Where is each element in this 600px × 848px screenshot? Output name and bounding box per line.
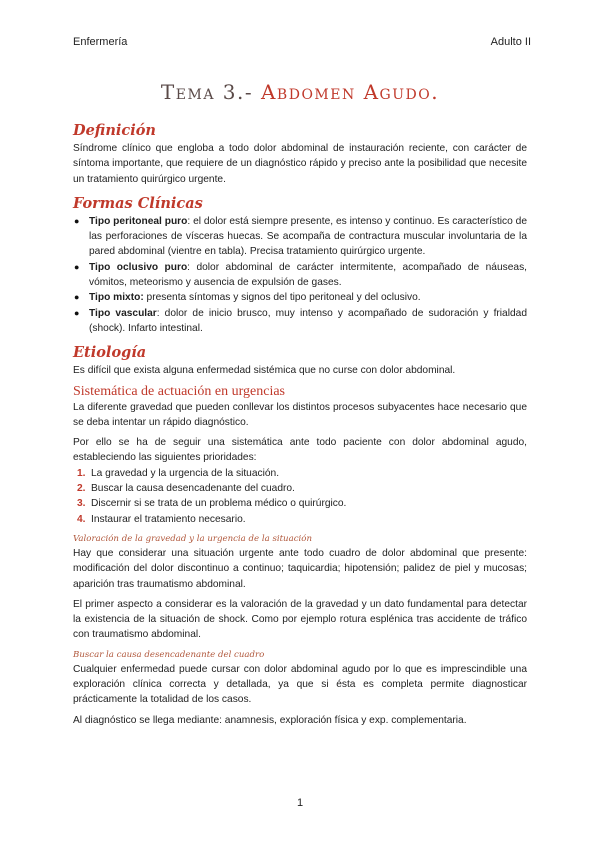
step-text: Buscar la causa desencadenante del cuadro. [91,483,295,495]
list-item [74,260,527,291]
list-item [74,214,527,260]
page-title [0,80,600,104]
valoracion-p2: El primer aspecto a considerar es la valoración de la gravedad y un dato fundamental para detectar la existencia de la situación de shock. Como por ejemplo rotura esplénica tras accidente de tráfico con traumatismo abdominal. [73,598,527,641]
valoracion-p1: Hay que considerar una situación urgente ante todo cuadro de dolor abdominal que presente: modificación del dolor discontinuo a continuo; taquicardia; hipotensión; palidez de piel y mucosas; aparición tras traumatismo abdominal. [73,547,527,590]
causa-p2: Al diagnóstico se llega mediante: anamnesis, exploración física y exp. complementaria. [73,714,467,726]
step-text: Instaurar el tratamiento necesario. [91,513,246,525]
causa-p1: Cualquier enfermedad puede cursar con dolor abdominal agudo por lo que es imprescindible una exploración clínica correcta y detallada, ya que si ésta es completa permite diagnosticar prácticamente la totalidad de los casos. [73,663,527,706]
list-item [77,512,527,527]
list-item [77,481,527,496]
item-term: Tipo vascular [89,307,157,319]
heading-formas-clinicas: Formas Clínicas [73,194,203,212]
heading-sistematica: Sistemática de actuación en urgencias [73,383,285,399]
bullet-icon: ● [74,307,80,318]
item-text: : el dolor está siempre presente, es intenso y continuo. Es característico de las perforaciones de vísceras huecas. Se acompaña de contractura muscular involuntaria de la pared abdominal (vientre en tabla). Precisa tratamiento quirúrgico urgente. [89,215,527,258]
item-term: Tipo oclusivo puro [89,261,188,273]
heading-causa: Buscar la causa desencadenante del cuadro [73,649,265,660]
step-number: 2. [77,483,86,495]
list-item [77,466,527,481]
heading-definicion: Definición [73,122,156,139]
item-term: Tipo peritoneal puro [89,215,188,227]
heading-etiologia: Etiología [73,344,147,362]
header-subject: Enfermería [73,36,128,48]
bullet-icon: ● [74,215,80,226]
formas-list [73,214,527,336]
step-number: 1. [77,467,86,479]
header-course: Adulto II [490,36,531,48]
sistematica-p2: Por ello se ha de seguir una sistemática ante todo paciente con dolor abdominal agudo, estableciendo las siguientes prioridades: [73,437,527,464]
title-accent: Abdomen Agudo. [260,80,440,104]
document-body [73,121,527,728]
item-text: presenta síntomas y signos del tipo peritoneal y del oclusivo. [143,292,421,304]
list-item [74,306,527,337]
priorities-list [73,466,527,527]
bullet-icon: ● [74,292,80,303]
list-item [77,496,527,511]
list-item [74,290,527,305]
sistematica-p1: La diferente gravedad que pueden conllevar los distintos procesos subyacentes hace necesario que se deba intentar un rápido diagnóstico. [73,401,527,428]
step-text: Discernir si se trata de un problema médico o quirúrgico. [91,498,347,510]
step-text: La gravedad y la urgencia de la situación. [91,467,280,479]
item-text: : dolor de inicio brusco, muy intenso y acompañado de sudoración y frialdad (shock). Infarto intestinal. [89,307,527,334]
page-number: 1 [296,797,304,809]
title-prefix: Tema 3.- [160,80,261,104]
item-text: : dolor abdominal de carácter intermitente, acompañado de náuseas, vómitos, meteorismo y ausencia de expulsión de gases. [89,261,527,289]
bullet-icon: ● [74,261,80,272]
definicion-text: Síndrome clínico que engloba a todo dolor abdominal de instauración reciente, con carácter de síntoma importante, que requiere de un diagnóstico rápido y preciso ante la posibilidad que necesite un tratamiento quirúrgico urgente. [73,143,527,185]
etiologia-text: Es difícil que exista alguna enfermedad sistémica que no curse con dolor abdominal. [73,365,456,377]
step-number: 3. [77,498,86,510]
item-term: Tipo mixto: [89,292,144,304]
heading-valoracion: Valoración de la gravedad y la urgencia de la situación [73,533,312,544]
step-number: 4. [77,513,86,525]
